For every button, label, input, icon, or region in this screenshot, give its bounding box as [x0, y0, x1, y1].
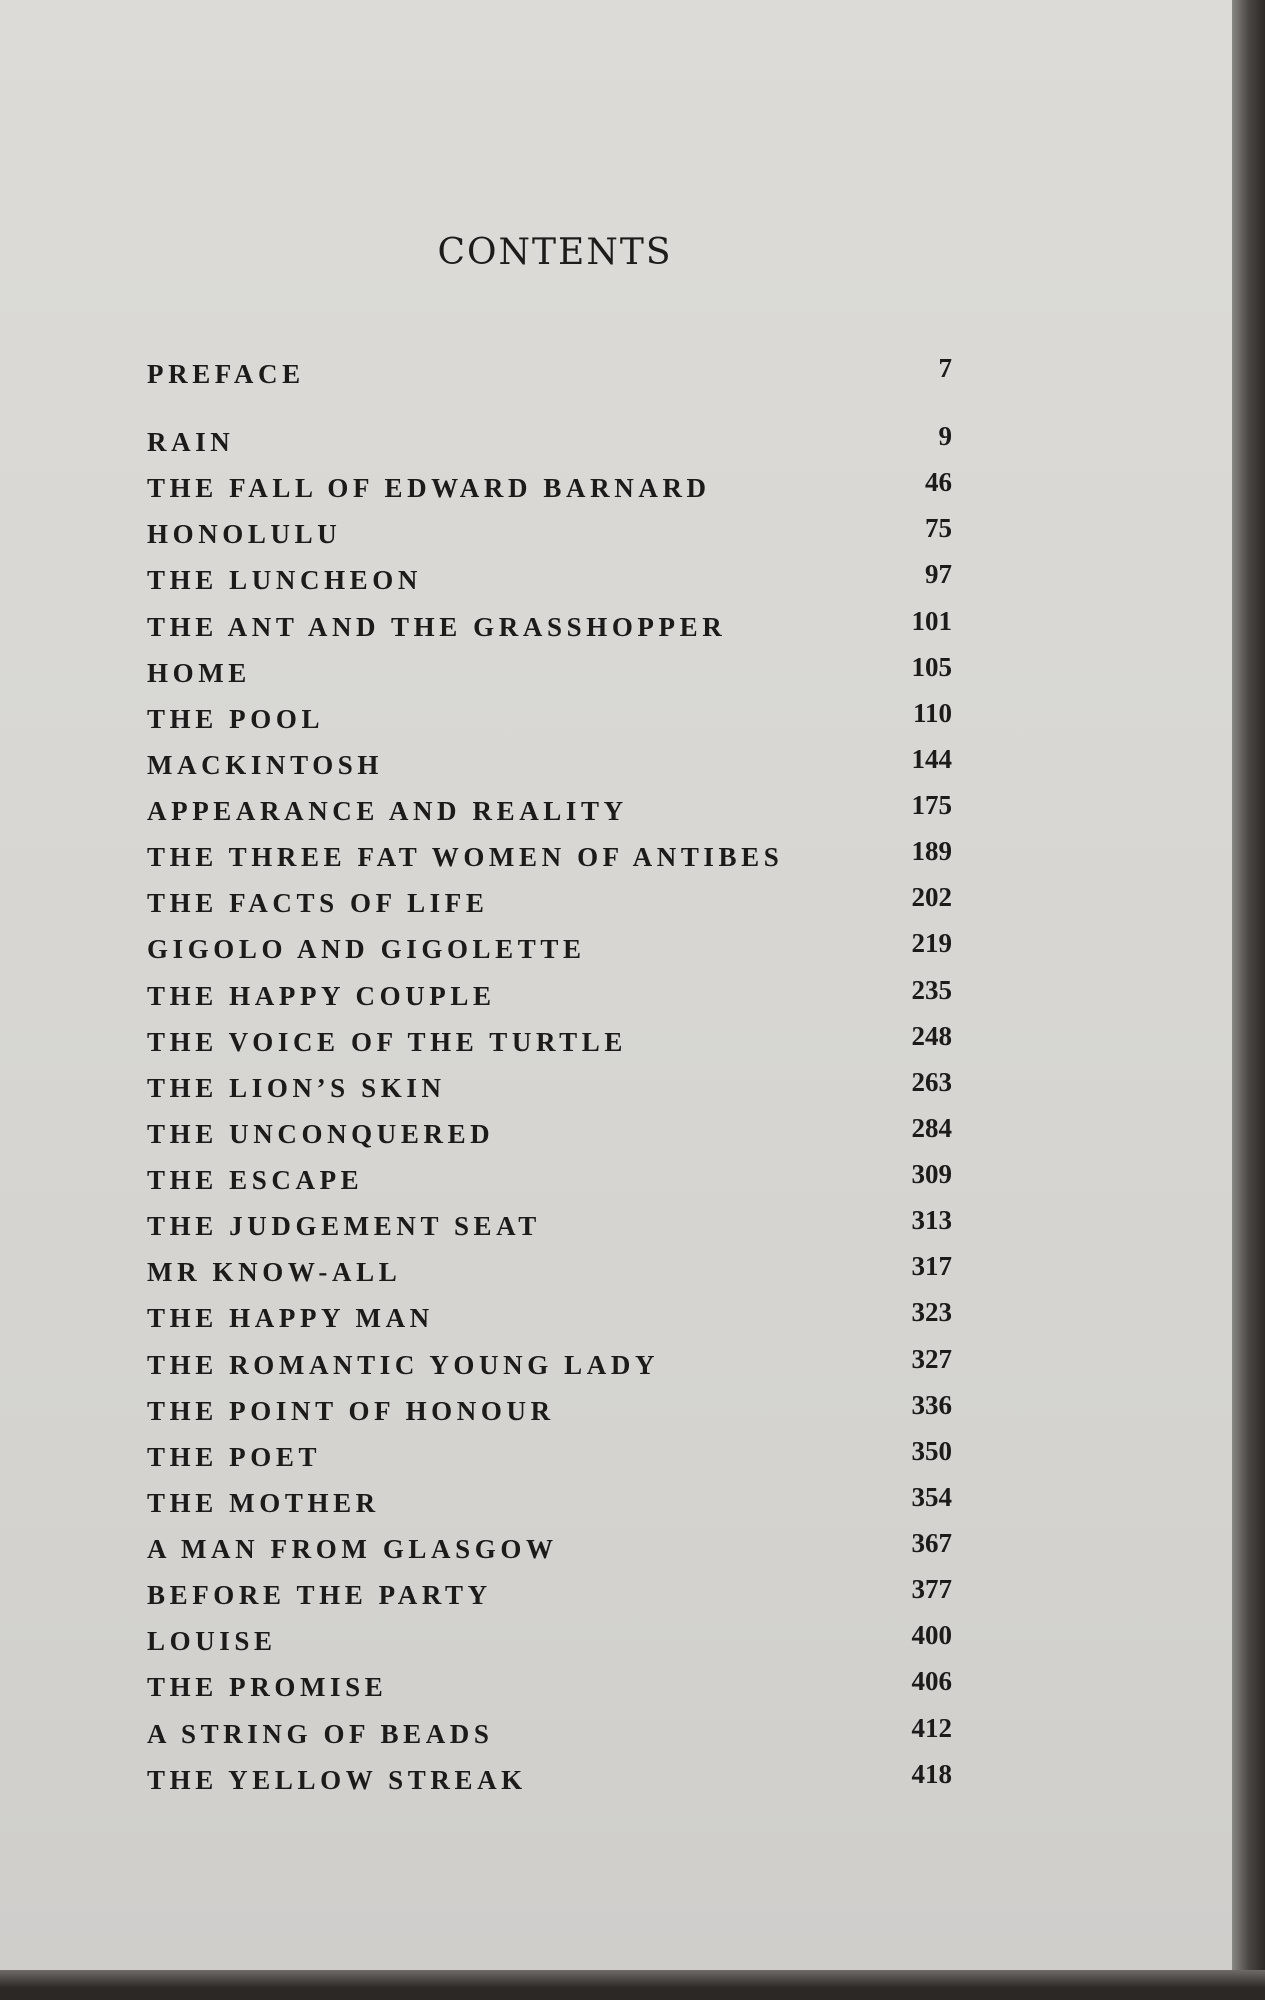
toc-entry-page: 9: [938, 421, 952, 451]
toc-entry: [147, 1064, 952, 1104]
toc-entry-title: BEFORE THE PARTY: [147, 1580, 492, 1610]
toc-entry-title: THE FACTS OF LIFE: [147, 888, 489, 918]
toc-entry: [147, 603, 952, 643]
toc-entry: [147, 925, 952, 965]
toc-entry-title: THE POINT OF HONOUR: [147, 1396, 555, 1426]
toc-entry-page: 336: [911, 1390, 952, 1420]
toc-entry-page: 105: [911, 652, 952, 682]
toc-entry: [147, 1202, 952, 1242]
toc-entry-page: 235: [911, 975, 952, 1005]
toc-entry-title: THE HAPPY MAN: [147, 1303, 434, 1333]
toc-entry-title: THE PROMISE: [147, 1672, 388, 1702]
toc-entry-page: 367: [911, 1528, 952, 1558]
toc-entry-title: HONOLULU: [147, 519, 342, 549]
page-edge-shadow: [1232, 0, 1265, 2000]
toc-entry-title: THE UNCONQUERED: [147, 1119, 495, 1149]
toc-entry-page: 412: [911, 1713, 952, 1743]
toc-entry: [147, 1479, 952, 1519]
toc-entry-page: 284: [911, 1113, 952, 1143]
toc-entry: [147, 787, 952, 827]
toc-entry: [147, 1110, 952, 1150]
toc-entry-title: THE ROMANTIC YOUNG LADY: [147, 1350, 660, 1380]
toc-entry-page: 263: [911, 1067, 952, 1097]
toc-entry-page: 110: [912, 698, 952, 728]
toc-entry-title: PREFACE: [147, 359, 305, 389]
toc-entry-title: THE ESCAPE: [147, 1165, 364, 1195]
toc-entry: [147, 1710, 952, 1750]
toc-entry: [147, 1617, 952, 1657]
toc-entry-preface: [147, 350, 952, 390]
toc-entry-title: RAIN: [147, 427, 235, 457]
toc-entry-page: 309: [911, 1159, 952, 1189]
toc-entry-page: 202: [911, 882, 952, 912]
toc-entry: [147, 1248, 952, 1288]
toc-entry-page: 323: [911, 1297, 952, 1327]
toc-entry-title: THE THREE FAT WOMEN OF ANTIBES: [147, 842, 784, 872]
toc-entry-page: 101: [911, 606, 952, 636]
toc-entry-title: THE YELLOW STREAK: [147, 1765, 527, 1795]
toc-entry-title: LOUISE: [147, 1626, 277, 1656]
toc-entry-page: 400: [911, 1620, 952, 1650]
toc-entry: [147, 556, 952, 596]
toc-entry-page: 175: [911, 790, 952, 820]
toc-entry: [147, 1341, 952, 1381]
toc-entry-page: 144: [911, 744, 952, 774]
toc-entry-title: THE ANT AND THE GRASSHOPPER: [147, 612, 727, 642]
toc-entry: [147, 879, 952, 919]
toc-entry: [147, 418, 952, 458]
toc-entry-title: HOME: [147, 658, 251, 688]
toc-entry: [147, 1387, 952, 1427]
toc-entry: [147, 1294, 952, 1334]
page-bottom-shadow: [0, 1970, 1265, 2000]
toc-entry-page: 7: [938, 353, 952, 383]
toc-entry: [147, 833, 952, 873]
toc-entry-page: 418: [911, 1759, 952, 1789]
toc-entry-page: 406: [911, 1666, 952, 1696]
toc-entry-title: APPEARANCE AND REALITY: [147, 796, 628, 826]
toc-entry-page: 97: [925, 559, 952, 589]
page-title: CONTENTS: [437, 232, 673, 273]
toc-entry-page: 219: [911, 928, 952, 958]
toc-entry: [147, 1156, 952, 1196]
toc-entry-page: 46: [925, 467, 952, 497]
toc-entry: [147, 649, 952, 689]
toc-entry-page: 377: [911, 1574, 952, 1604]
toc-entry: [147, 972, 952, 1012]
toc-entry: [147, 1663, 952, 1703]
toc-entry-title: THE MOTHER: [147, 1488, 380, 1518]
toc-entry-page: 75: [925, 513, 952, 543]
toc-entry: [147, 1756, 952, 1796]
toc-entry-page: 317: [911, 1251, 952, 1281]
toc-entry-page: 313: [911, 1205, 952, 1235]
toc-entry-title: MACKINTOSH: [147, 750, 384, 780]
toc-entry-page: 354: [911, 1482, 952, 1512]
toc-entry-title: GIGOLO AND GIGOLETTE: [147, 934, 586, 964]
toc-entry: [147, 1018, 952, 1058]
toc-entry-title: THE POOL: [147, 704, 325, 734]
toc-entry: [147, 1571, 952, 1611]
toc-entry: [147, 1433, 952, 1473]
toc-entry-title: THE JUDGEMENT SEAT: [147, 1211, 541, 1241]
toc-entry: [147, 1525, 952, 1565]
toc-entry: [147, 741, 952, 781]
toc-entry: [147, 464, 952, 504]
toc-entry-title: A MAN FROM GLASGOW: [147, 1534, 558, 1564]
toc-entry: [147, 695, 952, 735]
toc-entry-title: THE HAPPY COUPLE: [147, 981, 496, 1011]
toc-entry-page: 248: [911, 1021, 952, 1051]
toc-entry-title: A STRING OF BEADS: [147, 1719, 494, 1749]
toc-entry-page: 350: [911, 1436, 952, 1466]
toc-entry-page: 327: [911, 1344, 952, 1374]
toc-entry-title: THE FALL OF EDWARD BARNARD: [147, 473, 711, 503]
toc-entry: [147, 510, 952, 550]
toc-entry-title: THE POET: [147, 1442, 322, 1472]
toc-entry-title: MR KNOW-ALL: [147, 1257, 402, 1287]
toc-entry-title: THE LION’S SKIN: [147, 1073, 446, 1103]
toc-entry-title: THE LUNCHEON: [147, 565, 422, 595]
toc-entry-title: THE VOICE OF THE TURTLE: [147, 1027, 627, 1057]
toc-entry-page: 189: [911, 836, 952, 866]
